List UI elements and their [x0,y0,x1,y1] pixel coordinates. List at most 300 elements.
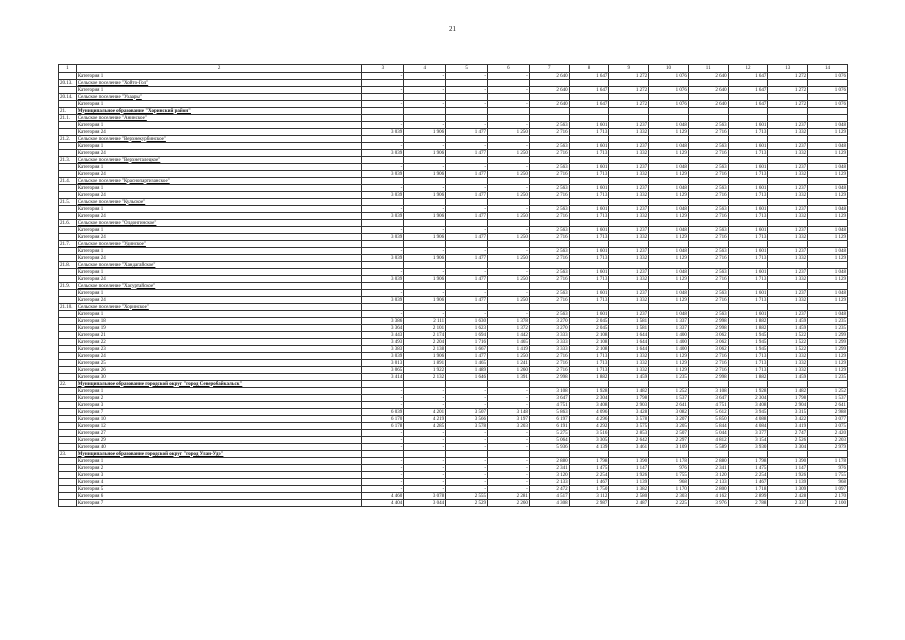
value-cell: 2 899 [728,493,768,500]
value-cell: 2 563 [529,227,569,234]
value-cell: 3 039 [362,353,404,360]
value-cell: 1 048 [649,290,689,297]
value-cell: 1 237 [768,248,808,255]
value-cell [808,108,848,115]
row-label-cell: Категория 24 [76,255,362,262]
value-cell: 1 332 [609,129,649,136]
value-cell [569,451,609,458]
value-cell: 3 065 [362,367,404,374]
row-label-cell: Категория 40 [76,444,362,451]
value-cell [569,80,609,87]
value-cell: 2 487 [609,500,649,507]
value-cell: 2 563 [529,248,569,255]
value-cell: 1 250 [487,353,529,360]
value-cell [362,178,404,185]
value-cell: 4 096 [569,409,609,416]
value-cell [728,94,768,101]
value-cell [808,157,848,164]
row-label-cell: Категория 1 [76,101,362,108]
value-cell: - [404,87,446,94]
value-cell: 1 332 [609,255,649,262]
value-cell: 1 713 [728,171,768,178]
value-cell [487,80,529,87]
row-label-cell: Сельское поселение "Анинское" [76,115,362,122]
value-cell: 1 647 [569,87,609,94]
value-cell: 1 644 [609,332,649,339]
value-cell: 2 100 [808,500,848,507]
value-cell: 2 716 [688,276,728,283]
value-cell [404,241,446,248]
value-cell [446,262,488,269]
value-cell [404,108,446,115]
value-cell: - [404,486,446,493]
value-cell: - [446,206,488,213]
value-cell: 1 237 [609,248,649,255]
value-cell [529,283,569,290]
value-cell: 1 906 [404,213,446,220]
value-cell: 3 203 [487,423,529,430]
row-number-cell: 21.9. [59,283,77,290]
value-cell: 4 162 [688,493,728,500]
value-cell: 1 477 [446,276,488,283]
value-cell: 968 [808,479,848,486]
value-cell [362,80,404,87]
table-row [59,339,848,346]
value-cell: 2 640 [688,73,728,80]
value-cell: 1 332 [768,297,808,304]
value-cell [808,220,848,227]
value-cell: - [362,73,404,80]
value-cell: 2 563 [688,311,728,318]
value-cell: - [487,206,529,213]
table-row [59,269,848,276]
value-cell: 2 716 [529,255,569,262]
value-cell [404,451,446,458]
value-cell: 2 747 [768,430,808,437]
value-cell: 2 641 [649,402,689,409]
value-cell: 2 563 [529,269,569,276]
value-cell [768,115,808,122]
value-cell: 2 853 [609,430,649,437]
value-cell: 3 578 [609,416,649,423]
value-cell: 1 332 [768,276,808,283]
value-cell: 6 170 [362,416,404,423]
column-header: 1 [59,65,77,73]
value-cell: 1 601 [728,143,768,150]
row-label-cell: Сельское поселение "Хандагайское" [76,262,362,269]
row-number-cell [59,437,77,444]
value-cell: 6 039 [362,409,404,416]
value-cell: 2 716 [529,192,569,199]
row-label-cell: Сельское поселение "Хоринское" [76,304,362,311]
value-cell: 3 077 [808,416,848,423]
value-cell: 1 601 [569,185,609,192]
row-number-cell: 21.1. [59,115,77,122]
table-row [59,192,848,199]
value-cell: 1 237 [609,269,649,276]
value-cell: 1 332 [768,255,808,262]
value-cell: 1 129 [808,297,848,304]
value-cell: 1 235 [808,318,848,325]
value-cell: 1 713 [728,192,768,199]
row-label-cell: Сельское поселение "Олдонгинское" [76,220,362,227]
value-cell: 1 237 [609,311,649,318]
value-cell: - [404,465,446,472]
value-cell: 1 601 [569,269,609,276]
value-cell: 1 048 [808,311,848,318]
value-cell: 1 076 [649,101,689,108]
value-cell: - [362,465,404,472]
value-cell: - [362,311,404,318]
value-cell: 1 332 [609,353,649,360]
row-number-cell [59,87,77,94]
value-cell: 1 713 [728,360,768,367]
value-cell: 1 882 [728,318,768,325]
value-cell: - [487,122,529,129]
value-cell: 1 237 [609,164,649,171]
row-number-cell [59,101,77,108]
value-cell: - [362,206,404,213]
value-cell: 1 713 [569,192,609,199]
municipality-row [59,381,848,388]
value-cell: 1 442 [487,332,529,339]
value-cell [808,80,848,87]
value-cell: 968 [649,479,689,486]
value-cell: 2 880 [688,458,728,465]
value-cell [446,283,488,290]
value-cell: 1 129 [808,367,848,374]
value-cell [609,136,649,143]
value-cell [529,199,569,206]
value-cell: 1 147 [609,465,649,472]
table-row [59,423,848,430]
value-cell: 1 299 [808,346,848,353]
value-cell: - [404,290,446,297]
value-cell: 3 039 [362,276,404,283]
value-cell: 3 408 [569,402,609,409]
value-cell: 2 304 [728,395,768,402]
value-cell: - [446,269,488,276]
value-cell [688,80,728,87]
table-row [59,255,848,262]
value-cell: - [487,444,529,451]
value-cell [768,262,808,269]
row-number-cell: 21.3. [59,157,77,164]
value-cell [808,115,848,122]
value-cell: 1 332 [768,129,808,136]
value-cell: 1 332 [609,234,649,241]
value-cell: 2 580 [609,493,649,500]
value-cell: 1 378 [487,318,529,325]
value-cell [446,304,488,311]
value-cell [649,178,689,185]
row-number-cell [59,297,77,304]
row-number-cell: 21.8. [59,262,77,269]
value-cell: - [487,87,529,94]
row-label-cell: Категория 1 [76,269,362,276]
value-cell: - [446,395,488,402]
value-cell: 1 644 [609,339,649,346]
value-cell: 1 147 [768,465,808,472]
value-cell: 1 419 [487,346,529,353]
settlement-row [59,304,848,311]
value-cell: 2 108 [569,346,609,353]
row-number-cell [59,122,77,129]
value-cell: 1 928 [728,388,768,395]
value-cell: 1 755 [649,472,689,479]
value-cell: - [362,122,404,129]
value-cell: 3 333 [529,332,569,339]
value-cell [569,283,609,290]
value-cell [362,199,404,206]
value-cell: 1 646 [446,374,488,381]
table-row [59,234,848,241]
value-cell [362,304,404,311]
value-cell: - [404,248,446,255]
value-cell [688,136,728,143]
value-cell: 2 716 [529,150,569,157]
row-number-cell [59,458,77,465]
settlement-row [59,241,848,248]
value-cell: 1 601 [728,311,768,318]
settlement-row [59,262,848,269]
row-label-cell: Категория 24 [76,353,362,360]
value-cell: 1 467 [569,479,609,486]
value-cell: 5 275 [529,430,569,437]
row-number-cell [59,479,77,486]
row-label-cell: Категория 1 [76,164,362,171]
value-cell: 1 272 [609,87,649,94]
table-row [59,416,848,423]
value-cell: 1 750 [569,486,609,493]
table-row [59,465,848,472]
table-row [59,129,848,136]
value-cell [649,108,689,115]
value-cell: 2 133 [688,479,728,486]
value-cell: 1 260 [487,367,529,374]
value-cell [446,136,488,143]
value-cell [487,157,529,164]
value-cell: 1 798 [728,458,768,465]
row-label-cell: Категория 1 [76,458,362,465]
row-number-cell [59,465,77,472]
value-cell [768,241,808,248]
value-cell: 3 039 [362,150,404,157]
value-cell: 2 716 [688,150,728,157]
value-cell [649,94,689,101]
value-cell: 1 048 [808,269,848,276]
value-cell: 1 713 [569,129,609,136]
table-row [59,276,848,283]
value-cell: 2 563 [688,185,728,192]
table-row [59,360,848,367]
value-cell: 1 694 [446,332,488,339]
value-cell: 1 097 [808,486,848,493]
value-cell: 2 640 [529,101,569,108]
value-cell [569,157,609,164]
value-cell [487,262,529,269]
value-cell: 1 250 [487,297,529,304]
value-cell [768,178,808,185]
value-cell: 2 716 [688,171,728,178]
value-cell: - [362,290,404,297]
value-cell: 1 601 [728,227,768,234]
row-number-cell [59,353,77,360]
value-cell: 1 713 [728,129,768,136]
value-cell: - [446,185,488,192]
value-cell: - [404,206,446,213]
value-cell: 2 297 [649,437,689,444]
value-cell: 1 906 [404,192,446,199]
value-cell [446,220,488,227]
value-cell: 2 045 [569,325,609,332]
value-cell [362,220,404,227]
settlement-row [59,283,848,290]
value-cell: 2 716 [529,171,569,178]
value-cell: 1 129 [649,297,689,304]
value-cell [404,381,446,388]
settlement-row [59,115,848,122]
value-cell: 2 526 [768,437,808,444]
value-cell: 3 039 [362,129,404,136]
value-cell: - [362,164,404,171]
value-cell: 1 332 [609,213,649,220]
settlement-row [59,220,848,227]
row-label-cell: Муниципальное образование "Хоринский район" [76,108,362,115]
value-cell: 1 906 [404,234,446,241]
value-cell [728,115,768,122]
value-cell [569,136,609,143]
table-row [59,318,848,325]
value-cell: 4 139 [569,444,609,451]
row-number-cell [59,290,77,297]
value-cell: 1 906 [404,255,446,262]
value-cell: 1 129 [649,276,689,283]
value-cell: 3 270 [529,318,569,325]
value-cell: 1 129 [808,360,848,367]
value-cell: 1 272 [609,73,649,80]
column-header: 4 [404,65,446,73]
table-row [59,150,848,157]
value-cell: 4 404 [362,500,404,507]
value-cell: 1 713 [728,255,768,262]
value-cell: 1 129 [649,255,689,262]
row-label-cell: Категория 24 [76,213,362,220]
value-cell: 1 076 [808,87,848,94]
value-cell: 1 459 [609,374,649,381]
row-number-cell [59,150,77,157]
value-cell [404,178,446,185]
value-cell: 2 716 [529,360,569,367]
value-cell: 2 563 [688,122,728,129]
value-cell [529,262,569,269]
value-cell: 1 477 [446,171,488,178]
row-label-cell: Категория 27 [76,430,362,437]
value-cell: 2 640 [688,87,728,94]
value-cell: 1 945 [728,332,768,339]
value-cell: - [362,486,404,493]
value-cell: - [362,395,404,402]
row-number-cell [59,388,77,395]
value-cell: - [446,101,488,108]
value-cell [609,241,649,248]
value-cell: 1 477 [446,297,488,304]
value-cell: 5 064 [529,437,569,444]
value-cell [569,199,609,206]
row-number-cell [59,402,77,409]
value-cell [768,136,808,143]
table-row [59,227,848,234]
value-cell: 1 601 [728,269,768,276]
value-cell: 1 798 [609,395,649,402]
value-cell: - [404,227,446,234]
value-cell: 1 129 [808,276,848,283]
value-cell [649,199,689,206]
value-cell: 2 045 [569,318,609,325]
value-cell: 1 459 [768,374,808,381]
value-cell: 3 428 [609,409,649,416]
value-cell: 3 305 [569,437,609,444]
value-cell [688,381,728,388]
value-cell: 4 292 [569,423,609,430]
row-label-cell: Категория 5 [76,486,362,493]
value-cell: 1 170 [649,486,689,493]
value-cell: 1 713 [728,213,768,220]
value-cell: 1 922 [404,367,446,374]
value-cell [446,157,488,164]
value-cell [362,283,404,290]
value-cell: - [446,472,488,479]
value-cell [728,108,768,115]
value-cell: - [487,143,529,150]
value-cell [688,108,728,115]
value-cell: 1 250 [487,255,529,262]
value-cell [649,241,689,248]
value-cell: 2 555 [446,493,488,500]
row-label-cell: Категория 23 [76,346,362,353]
value-cell [487,199,529,206]
value-cell: - [362,430,404,437]
value-cell: - [487,472,529,479]
value-cell [529,304,569,311]
value-cell: 1 076 [808,101,848,108]
value-cell: 1 332 [768,192,808,199]
row-number-cell: 21.10. [59,304,77,311]
value-cell: 1 237 [609,227,649,234]
value-cell: 1 928 [569,388,609,395]
value-cell: 3 364 [362,325,404,332]
value-cell: 1 337 [649,325,689,332]
value-cell [609,115,649,122]
value-cell [446,108,488,115]
row-label-cell: Категория 4 [76,479,362,486]
value-cell: 1 755 [808,472,848,479]
value-cell: 1 129 [808,129,848,136]
value-cell: - [404,402,446,409]
value-cell [529,220,569,227]
value-cell: - [362,437,404,444]
value-cell: 2 716 [529,276,569,283]
settlement-row [59,94,848,101]
value-cell: 3 109 [649,444,689,451]
value-cell: 3 647 [688,395,728,402]
table-row [59,325,848,332]
table-row [59,374,848,381]
column-header: 10 [649,65,689,73]
value-cell: 1 713 [728,297,768,304]
value-cell: 1 237 [609,122,649,129]
value-cell: 1 272 [768,73,808,80]
